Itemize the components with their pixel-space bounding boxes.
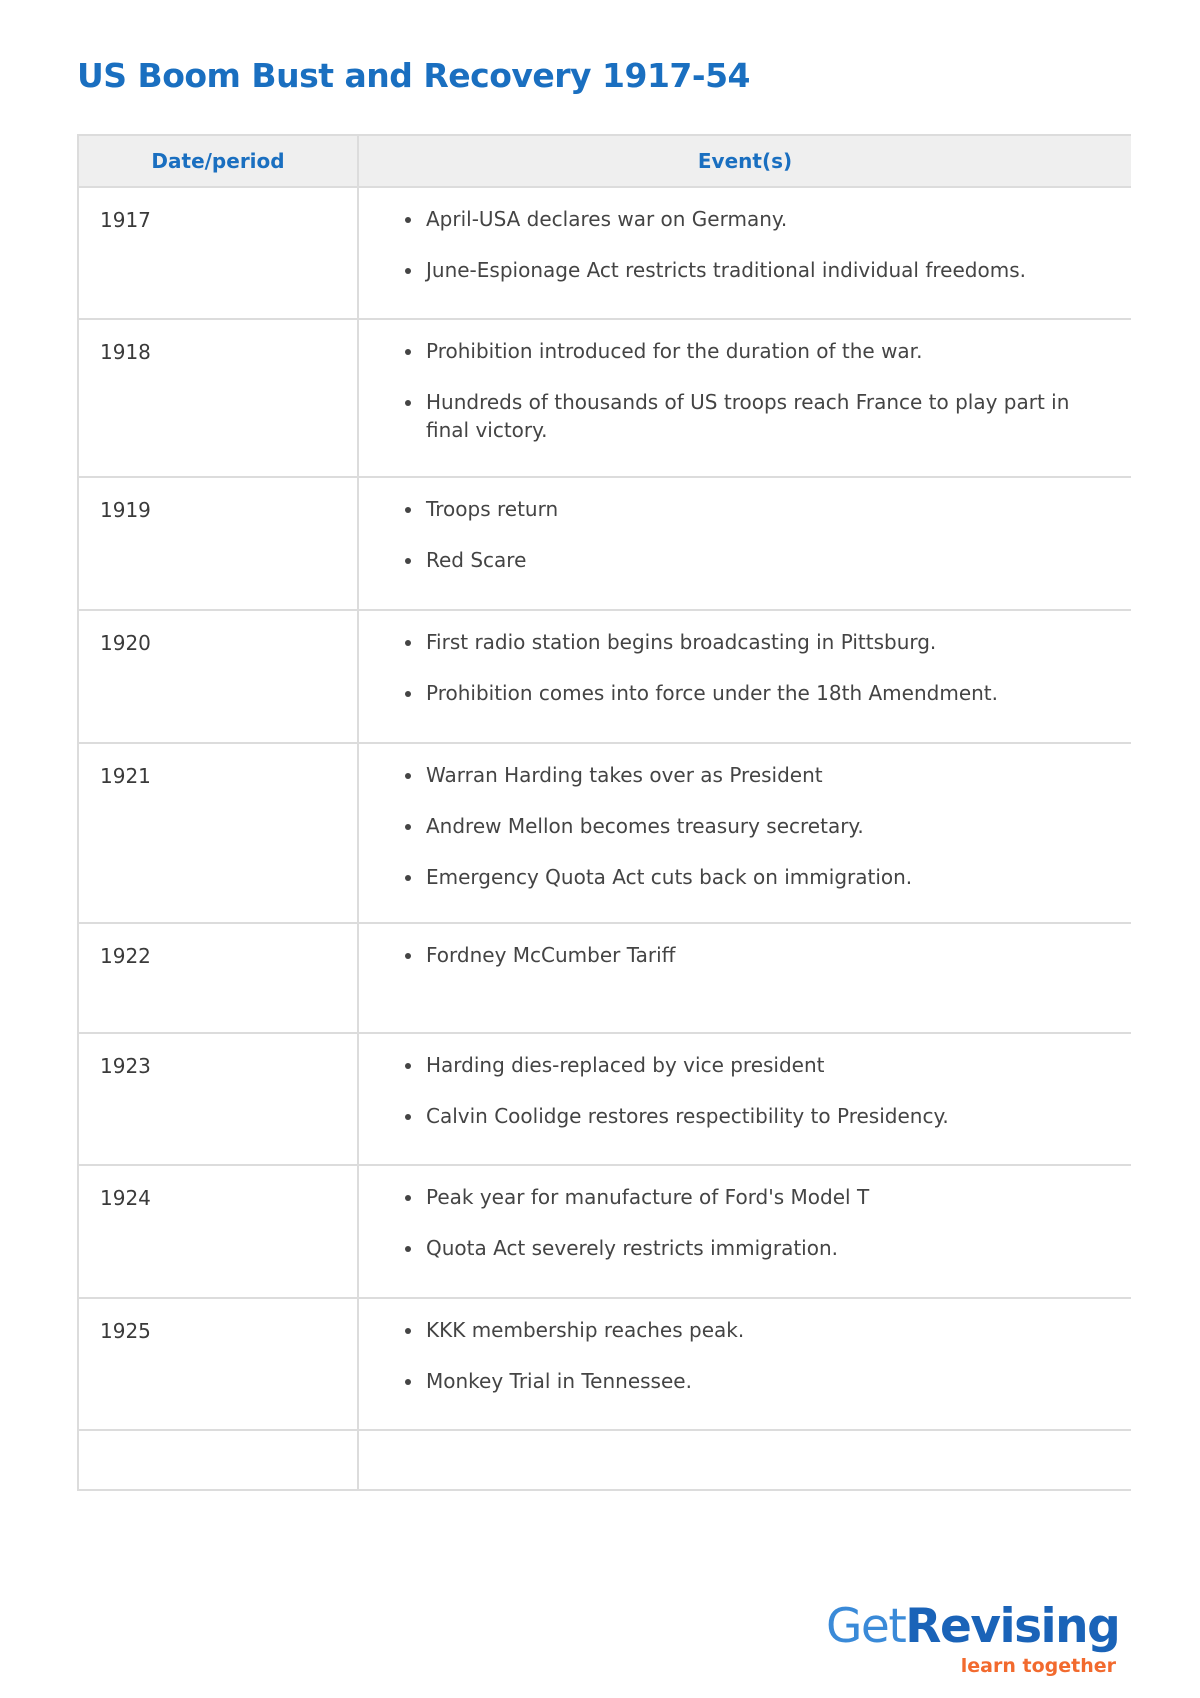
event-item: KKK membership reaches peak.: [402, 1316, 1111, 1344]
event-list: [402, 1316, 1111, 1395]
event-item: Emergency Quota Act cuts back on immigration.: [402, 863, 1111, 891]
table-row: [78, 1298, 1131, 1430]
table-row: [78, 187, 1131, 319]
event-item: June-Espionage Act restricts traditional individual freedoms.: [402, 256, 1111, 284]
table-row: [78, 743, 1131, 923]
row-events: [358, 1430, 1131, 1490]
row-date: [78, 1430, 358, 1490]
event-item: Quota Act severely restricts immigration.: [402, 1234, 1111, 1262]
table-row: [78, 319, 1131, 477]
row-date: 1924: [78, 1165, 358, 1298]
header-date: Date/period: [78, 135, 358, 187]
table-row: [78, 923, 1131, 1033]
row-events: [358, 743, 1131, 923]
event-item: Warran Harding takes over as President: [402, 761, 1111, 789]
event-item: Hundreds of thousands of US troops reach France to play part in final victory.: [402, 388, 1111, 444]
row-date: 1917: [78, 187, 358, 319]
getrevising-logo: [826, 1600, 1126, 1680]
row-date: 1923: [78, 1033, 358, 1165]
event-item: Fordney McCumber Tariff: [402, 941, 1111, 969]
event-list: [402, 205, 1111, 284]
table-row: [78, 1033, 1131, 1165]
page-title: US Boom Bust and Recovery 1917-54: [77, 56, 751, 95]
event-list: [402, 761, 1111, 891]
timeline-table-wrapper: [77, 134, 1131, 1578]
event-list: [402, 1051, 1111, 1130]
table-header-row: [78, 135, 1131, 187]
event-item: Monkey Trial in Tennessee.: [402, 1367, 1111, 1395]
event-item: Andrew Mellon becomes treasury secretary.: [402, 812, 1111, 840]
row-events: [358, 1298, 1131, 1430]
event-list: [402, 941, 1111, 969]
row-events: [358, 923, 1131, 1033]
table-row: [78, 477, 1131, 610]
table-row: [78, 1430, 1131, 1490]
table-row: [78, 610, 1131, 743]
event-item: Harding dies-replaced by vice president: [402, 1051, 1111, 1079]
event-item: Prohibition introduced for the duration of the war.: [402, 337, 1111, 365]
table-body: [78, 187, 1131, 1490]
header-events: Event(s): [358, 135, 1131, 187]
row-events: [358, 610, 1131, 743]
event-list: [402, 1183, 1111, 1262]
event-list: [402, 337, 1111, 444]
event-list: [402, 628, 1111, 707]
row-events: [358, 1033, 1131, 1165]
row-events: [358, 477, 1131, 610]
event-list: [402, 495, 1111, 574]
table-row: [78, 1165, 1131, 1298]
row-events: [358, 1165, 1131, 1298]
event-item: Calvin Coolidge restores respectibility to Presidency.: [402, 1102, 1111, 1130]
logo-get: Get: [826, 1599, 906, 1654]
row-date: 1919: [78, 477, 358, 610]
logo-revising: Revising: [905, 1599, 1120, 1654]
row-date: 1925: [78, 1298, 358, 1430]
row-date: 1922: [78, 923, 358, 1033]
row-events: [358, 319, 1131, 477]
row-date: 1921: [78, 743, 358, 923]
event-item: Peak year for manufacture of Ford's Model T: [402, 1183, 1111, 1211]
event-item: Prohibition comes into force under the 18th Amendment.: [402, 679, 1111, 707]
timeline-table: [77, 134, 1131, 1491]
row-date: 1918: [78, 319, 358, 477]
event-item: Troops return: [402, 495, 1111, 523]
row-events: [358, 187, 1131, 319]
event-item: First radio station begins broadcasting in Pittsburg.: [402, 628, 1111, 656]
row-date: 1920: [78, 610, 358, 743]
logo-wordmark: [826, 1600, 1119, 1654]
event-item: Red Scare: [402, 546, 1111, 574]
logo-tagline: learn together: [960, 1655, 1116, 1677]
event-item: April-USA declares war on Germany.: [402, 205, 1111, 233]
